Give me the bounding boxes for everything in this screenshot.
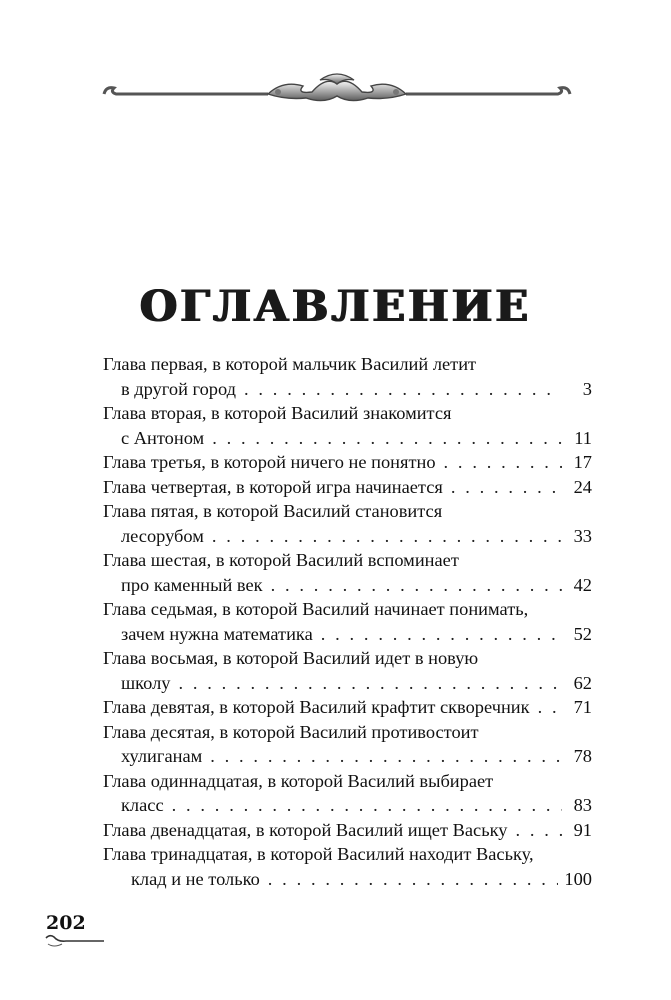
table-of-contents (103, 352, 592, 891)
toc-entry (103, 720, 592, 769)
toc-entry-text: лесорубом (121, 525, 204, 546)
toc-page-number: 71 (573, 697, 592, 717)
toc-page-number: 62 (573, 672, 592, 693)
toc-entry-text: хулиганам (121, 746, 203, 766)
toc-entry (103, 597, 592, 646)
toc-page-number: 52 (573, 623, 592, 644)
toc-page-number: 78 (573, 746, 592, 766)
leader-dots (271, 573, 562, 598)
toc-entry-text: клад и не только (131, 868, 260, 889)
toc-page-number: 11 (574, 427, 592, 448)
toc-entry-text: Глава восьмая, в которой Василий идет в новую (103, 648, 479, 668)
page-title: ОГЛАВЛЕНИЕ (139, 282, 532, 332)
leader-dots (321, 622, 562, 647)
toc-entry-text: Глава девятая, в которой Василий крафтит скворечник (103, 697, 530, 717)
leader-dots (210, 744, 562, 769)
leader-dots (444, 450, 562, 475)
toc-entry-text: Глава седьмая, в которой Василий начинает понимать, (103, 599, 529, 619)
toc-entry-text: Глава тринадцатая, в которой Василий находит Ваську, (103, 844, 534, 864)
toc-entry-text: Глава третья, в которой ничего не понятно (103, 452, 436, 472)
leader-dots (212, 524, 562, 549)
toc-entry (103, 499, 592, 548)
toc-entry (103, 401, 592, 450)
toc-page-number: 3 (582, 378, 592, 399)
leader-dots (212, 426, 562, 451)
toc-entry (103, 695, 592, 720)
leader-dots (515, 818, 562, 843)
toc-entry-text: класс (121, 795, 164, 815)
toc-entry (103, 842, 592, 891)
toc-entry (103, 646, 592, 695)
header-ornament (98, 70, 576, 106)
toc-entry-text: Глава четвертая, в которой игра начинается (103, 476, 443, 497)
toc-entry-text: Глава двенадцатая, в которой Василий ищет Ваську (103, 819, 508, 840)
toc-entry (103, 769, 592, 818)
toc-page-number: 100 (564, 868, 592, 889)
leader-dots (451, 475, 562, 500)
toc-entry-text: зачем нужна математика (121, 623, 313, 644)
toc-entry-text: Глава первая, в которой мальчик Василий летит (103, 354, 477, 374)
page-number-flourish (44, 932, 106, 950)
page-number: 202 (46, 912, 86, 934)
toc-entry-text: Глава одиннадцатая, в которой Василий выбирает (103, 770, 494, 791)
toc-entry-text: Глава вторая, в которой Василий знакомится (103, 403, 452, 423)
toc-entry (103, 475, 592, 500)
toc-entry-text: в другой город (121, 378, 237, 399)
toc-entry (103, 450, 592, 475)
toc-entry-text: школу (121, 672, 171, 693)
toc-page-number: 83 (573, 795, 592, 815)
toc-entry (103, 818, 592, 843)
leader-dots (244, 377, 562, 402)
toc-page-number: 33 (573, 525, 592, 546)
leader-dots (179, 671, 563, 696)
toc-page-number: 42 (573, 574, 592, 595)
toc-entry (103, 352, 592, 401)
toc-entry-text: Глава пятая, в которой Василий становится (103, 501, 443, 521)
leader-dots (172, 793, 562, 818)
leader-dots (268, 867, 559, 892)
toc-entry-text: с Антоном (121, 427, 205, 448)
toc-entry-text: про каменный век (121, 574, 263, 595)
toc-entry (103, 548, 592, 597)
toc-entry-text: Глава шестая, в которой Василий вспоминает (103, 550, 459, 570)
toc-page-number: 17 (573, 452, 592, 472)
toc-entry-text: Глава десятая, в которой Василий противостоит (103, 721, 479, 742)
toc-page-number: 24 (573, 476, 592, 497)
leader-dots (538, 695, 562, 720)
toc-page-number: 91 (573, 819, 592, 840)
